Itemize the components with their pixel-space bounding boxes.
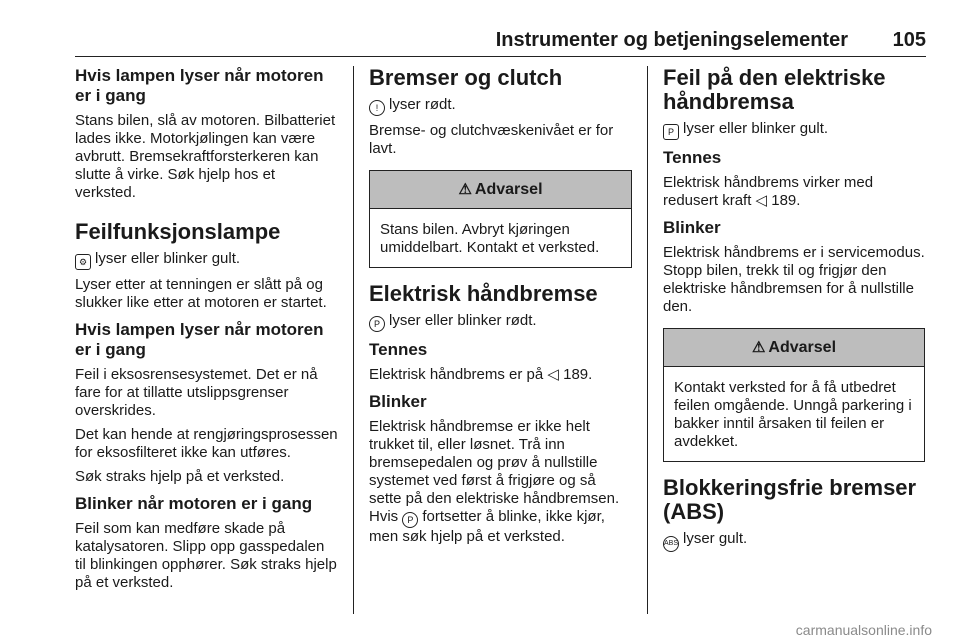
paragraph: Lyser etter at tenningen er slått på og slukker like etter at motoren er startet. <box>75 276 327 311</box>
header-rule <box>75 56 926 57</box>
subheading: Blinker <box>369 392 427 411</box>
abs-icon: ABS <box>663 536 679 552</box>
warning-header <box>664 329 924 367</box>
paragraph: Elektrisk håndbrems er på ◁ 189. <box>369 366 593 383</box>
subheading: Tennes <box>369 340 428 359</box>
warning-box <box>663 328 925 462</box>
warning-box <box>369 170 632 268</box>
subheading: Hvis lampen lyser når motoren er i gang <box>75 320 324 359</box>
paragraph: Stans bilen, slå av motoren. Bilbatteriet lades ikke. Motorkjølingen kan være avbrutt. Bremsekraftforsterkeren kan slutte å virke. Søk hjelp hos et verksted. <box>75 112 336 201</box>
paragraph: Elektrisk håndbrems er i servicemodus. Stopp bilen, trekk til og frigjør den elektriske håndbremsen for å nullstille den. <box>663 244 925 315</box>
warning-triangle-icon: ⚠ <box>751 339 766 356</box>
column-3 <box>663 66 925 558</box>
brake-warning-icon: ! <box>369 100 385 116</box>
paragraph: lyser rødt. <box>389 96 456 113</box>
paragraph: Søk straks hjelp på et verksted. <box>75 468 285 485</box>
paragraph: Elektrisk håndbrems virker med redusert kraft ◁ 189. <box>663 174 874 209</box>
paragraph: lyser eller blinker gult. <box>683 120 829 137</box>
warning-title: Advarsel <box>474 181 543 198</box>
warning-header <box>370 171 631 209</box>
paragraph: fortsetter å blinke, ikke kjør, men søk hjelp på et verksted. <box>369 508 605 545</box>
subheading: Blinker når motoren er i gang <box>75 494 313 513</box>
warning-triangle-icon: ⚠ <box>458 181 472 198</box>
parking-brake-fault-icon: P <box>663 124 679 140</box>
column-divider <box>353 66 354 614</box>
paragraph: Feil som kan medføre skade på katalysatoren. Slipp opp gasspedalen til blinkingen opphører. Søk straks hjelp på et verksted. <box>75 520 337 591</box>
parking-brake-icon: P <box>402 512 418 528</box>
section-title: Blokkeringsfrie bremser (ABS) <box>663 475 917 524</box>
section-title: Feilfunksjonslampe <box>75 219 281 244</box>
column-2 <box>369 66 632 552</box>
section-title: Elektrisk håndbremse <box>369 281 598 306</box>
paragraph: Bremse- og clutchvæskenivået er for lavt. <box>369 122 614 157</box>
watermark: carmanualsonline.info <box>795 622 932 638</box>
column-1 <box>75 66 338 598</box>
paragraph: Feil i eksosrensesystemet. Det er nå fare for at tillatte utslippsgrenser overskrides. <box>75 366 318 419</box>
paragraph: lyser eller blinker rødt. <box>389 312 537 329</box>
paragraph: lyser gult. <box>683 530 748 547</box>
section-title: Feil på den elektriske håndbremsa <box>663 65 886 114</box>
warning-title: Advarsel <box>768 339 837 356</box>
section-title: Bremser og clutch <box>369 65 563 90</box>
subheading: Hvis lampen lyser når motoren er i gang <box>75 66 324 105</box>
warning-text: Stans bilen. Avbryt kjøringen umiddelbart. Kontakt et verksted. <box>380 221 600 256</box>
subheading: Blinker <box>663 218 721 237</box>
paragraph: lyser eller blinker gult. <box>95 250 241 267</box>
engine-check-icon: ⚙ <box>75 254 91 270</box>
running-header-title: Instrumenter og betjeningselementer <box>495 29 848 51</box>
column-divider <box>647 66 648 614</box>
page-header <box>0 0 960 58</box>
paragraph: Det kan hende at rengjøringsprosessen for eksosfilteret ikke kan utføres. <box>75 426 338 461</box>
warning-text: Kontakt verksted for å få utbedret feilen omgående. Unngå parkering i bakker inntil årsaken til feilen er avdekket. <box>674 379 912 450</box>
subheading: Tennes <box>663 148 722 167</box>
paragraph: Elektrisk håndbremse er ikke helt trukket til, eller løsnet. Trå inn bremsepedalen og prøv å nullstille systemet ved først å frigjøre og så sette på den elektriske håndbremsen. Hvis <box>369 418 620 525</box>
page-number: 105 <box>892 29 926 51</box>
parking-brake-icon: P <box>369 316 385 332</box>
